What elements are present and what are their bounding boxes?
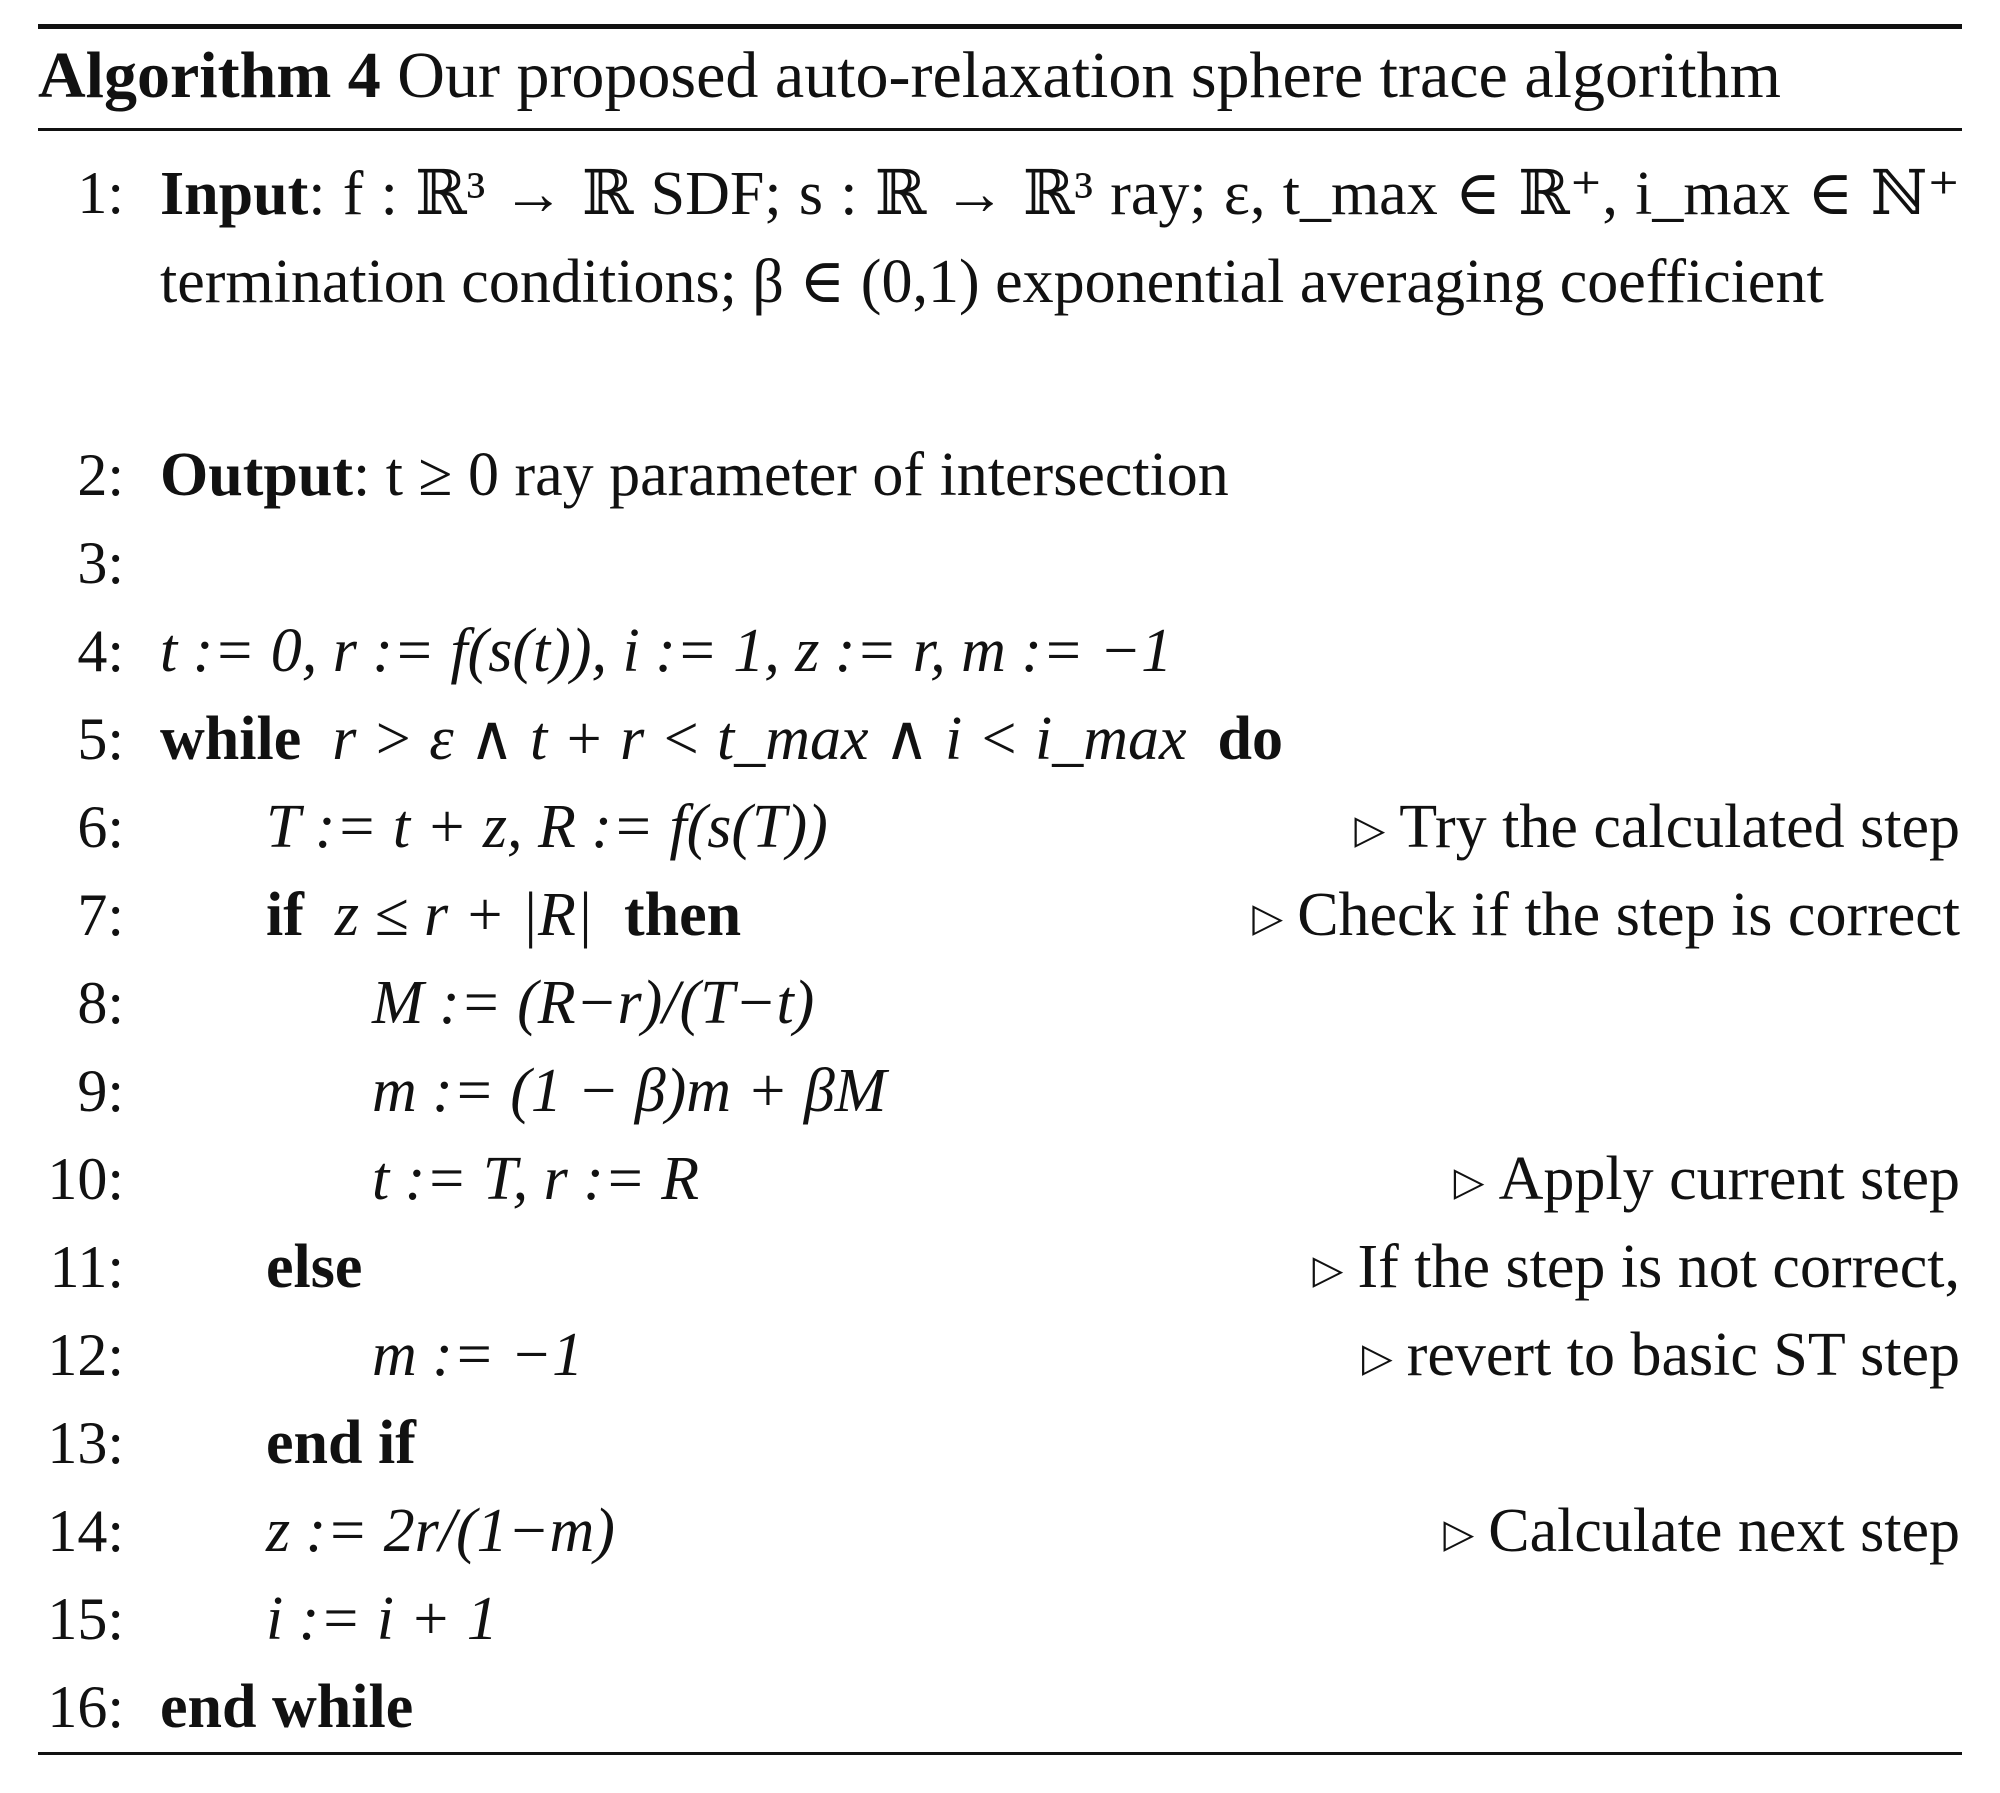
algorithm-line-16	[0, 1664, 1960, 1750]
while-condition: r > ε ∧ t + r < t_max ∧ i < i_max	[332, 705, 1187, 773]
comment-triangle-icon: ▷	[1252, 895, 1284, 940]
line-number: 5:	[77, 706, 124, 772]
comment-text: revert to basic ST step	[1406, 1321, 1960, 1389]
comment	[1355, 784, 1961, 873]
line-number: 10:	[47, 1146, 124, 1212]
algorithm-line-1	[0, 150, 1960, 420]
comment	[1252, 872, 1960, 961]
else-keyword: else	[266, 1233, 363, 1301]
algorithm-line-2	[0, 432, 1960, 518]
algorithm-line-7	[0, 872, 1960, 958]
comment-triangle-icon: ▷	[1312, 1247, 1344, 1292]
algorithm-line-8	[0, 960, 1960, 1046]
comment-triangle-icon: ▷	[1443, 1511, 1475, 1556]
algorithm-line-15	[0, 1576, 1960, 1662]
line-number: 1:	[77, 160, 124, 226]
slope-statement: M := (R−r)/(T−t)	[372, 969, 815, 1037]
algorithm-line-4	[0, 608, 1960, 694]
while-keyword: while	[160, 705, 302, 773]
bottom-rule	[38, 1752, 1962, 1755]
input-spec	[160, 150, 1960, 326]
algorithm-title: Our proposed auto-relaxation sphere trace algorithm	[397, 39, 1781, 112]
line-number: 6:	[77, 794, 124, 860]
line-number: 15:	[47, 1586, 124, 1652]
line-number: 3:	[77, 530, 124, 596]
algorithm-line-13	[0, 1400, 1960, 1486]
algorithm-line-3	[0, 520, 1960, 606]
comment-text: Apply current step	[1498, 1145, 1960, 1213]
line-number: 11:	[49, 1234, 124, 1300]
algorithm-line-9	[0, 1048, 1960, 1134]
line-number: 12:	[47, 1322, 124, 1388]
algorithm-label: Algorithm 4	[38, 39, 381, 112]
line-number: 4:	[77, 618, 124, 684]
line-number: 16:	[47, 1674, 124, 1740]
input-text: : f : ℝ³ → ℝ SDF; s : ℝ → ℝ³ ray; ε, t_max ∈ ℝ⁺, i_max ∈ ℕ⁺ termination conditions; β ∈ (0,1) exponential averaging coefficient	[160, 160, 1960, 316]
then-keyword: then	[623, 881, 742, 949]
comment-text: If the step is not correct,	[1357, 1233, 1960, 1301]
end-while-keyword: end while	[160, 1673, 414, 1741]
line-number: 13:	[47, 1410, 124, 1476]
caption-rule	[38, 128, 1962, 131]
comment	[1454, 1136, 1960, 1225]
comment	[1444, 1488, 1961, 1577]
comment-triangle-icon: ▷	[1453, 1159, 1485, 1204]
comment	[1362, 1312, 1960, 1401]
output-keyword: Output	[160, 441, 353, 509]
comment-text: Try the calculated step	[1399, 793, 1960, 861]
end-if-keyword: end if	[266, 1409, 416, 1477]
line-number: 2:	[77, 442, 124, 508]
algorithm-line-5	[0, 696, 1960, 782]
algorithm-line-14	[0, 1488, 1960, 1574]
comment-triangle-icon: ▷	[1354, 807, 1386, 852]
comment	[1313, 1224, 1960, 1313]
increment-statement: i := i + 1	[266, 1585, 498, 1653]
line-number: 7:	[77, 882, 124, 948]
comment-text: Check if the step is correct	[1297, 881, 1960, 949]
top-rule	[38, 24, 1962, 29]
while-statement	[160, 696, 1283, 782]
comment-text: Calculate next step	[1488, 1497, 1960, 1565]
do-keyword: do	[1217, 705, 1284, 773]
output-text: : t ≥ 0 ray parameter of intersection	[352, 441, 1229, 509]
algorithm-line-10	[0, 1136, 1960, 1222]
trial-step-statement: T := t + z, R := f(s(T))	[266, 793, 828, 861]
next-step-statement: z := 2r/(1−m)	[266, 1497, 615, 1565]
line-number: 8:	[77, 970, 124, 1036]
if-condition: z ≤ r + |R|	[334, 881, 593, 949]
apply-step-statement: t := T, r := R	[372, 1145, 700, 1213]
algorithm-line-6	[0, 784, 1960, 870]
algorithm-line-12	[0, 1312, 1960, 1398]
algorithm-caption	[38, 36, 1781, 116]
line-number: 9:	[77, 1058, 124, 1124]
if-statement	[266, 872, 741, 958]
line-number: 14:	[47, 1498, 124, 1564]
output-spec	[160, 432, 1229, 518]
averaging-statement: m := (1 − β)m + βM	[372, 1057, 887, 1125]
initialization-statement: t := 0, r := f(s(t)), i := 1, z := r, m := −1	[160, 617, 1173, 685]
algorithm-line-11	[0, 1224, 1960, 1310]
reset-statement: m := −1	[372, 1321, 584, 1389]
if-keyword: if	[266, 881, 304, 949]
input-keyword: Input	[160, 160, 309, 228]
comment-triangle-icon: ▷	[1361, 1335, 1393, 1380]
